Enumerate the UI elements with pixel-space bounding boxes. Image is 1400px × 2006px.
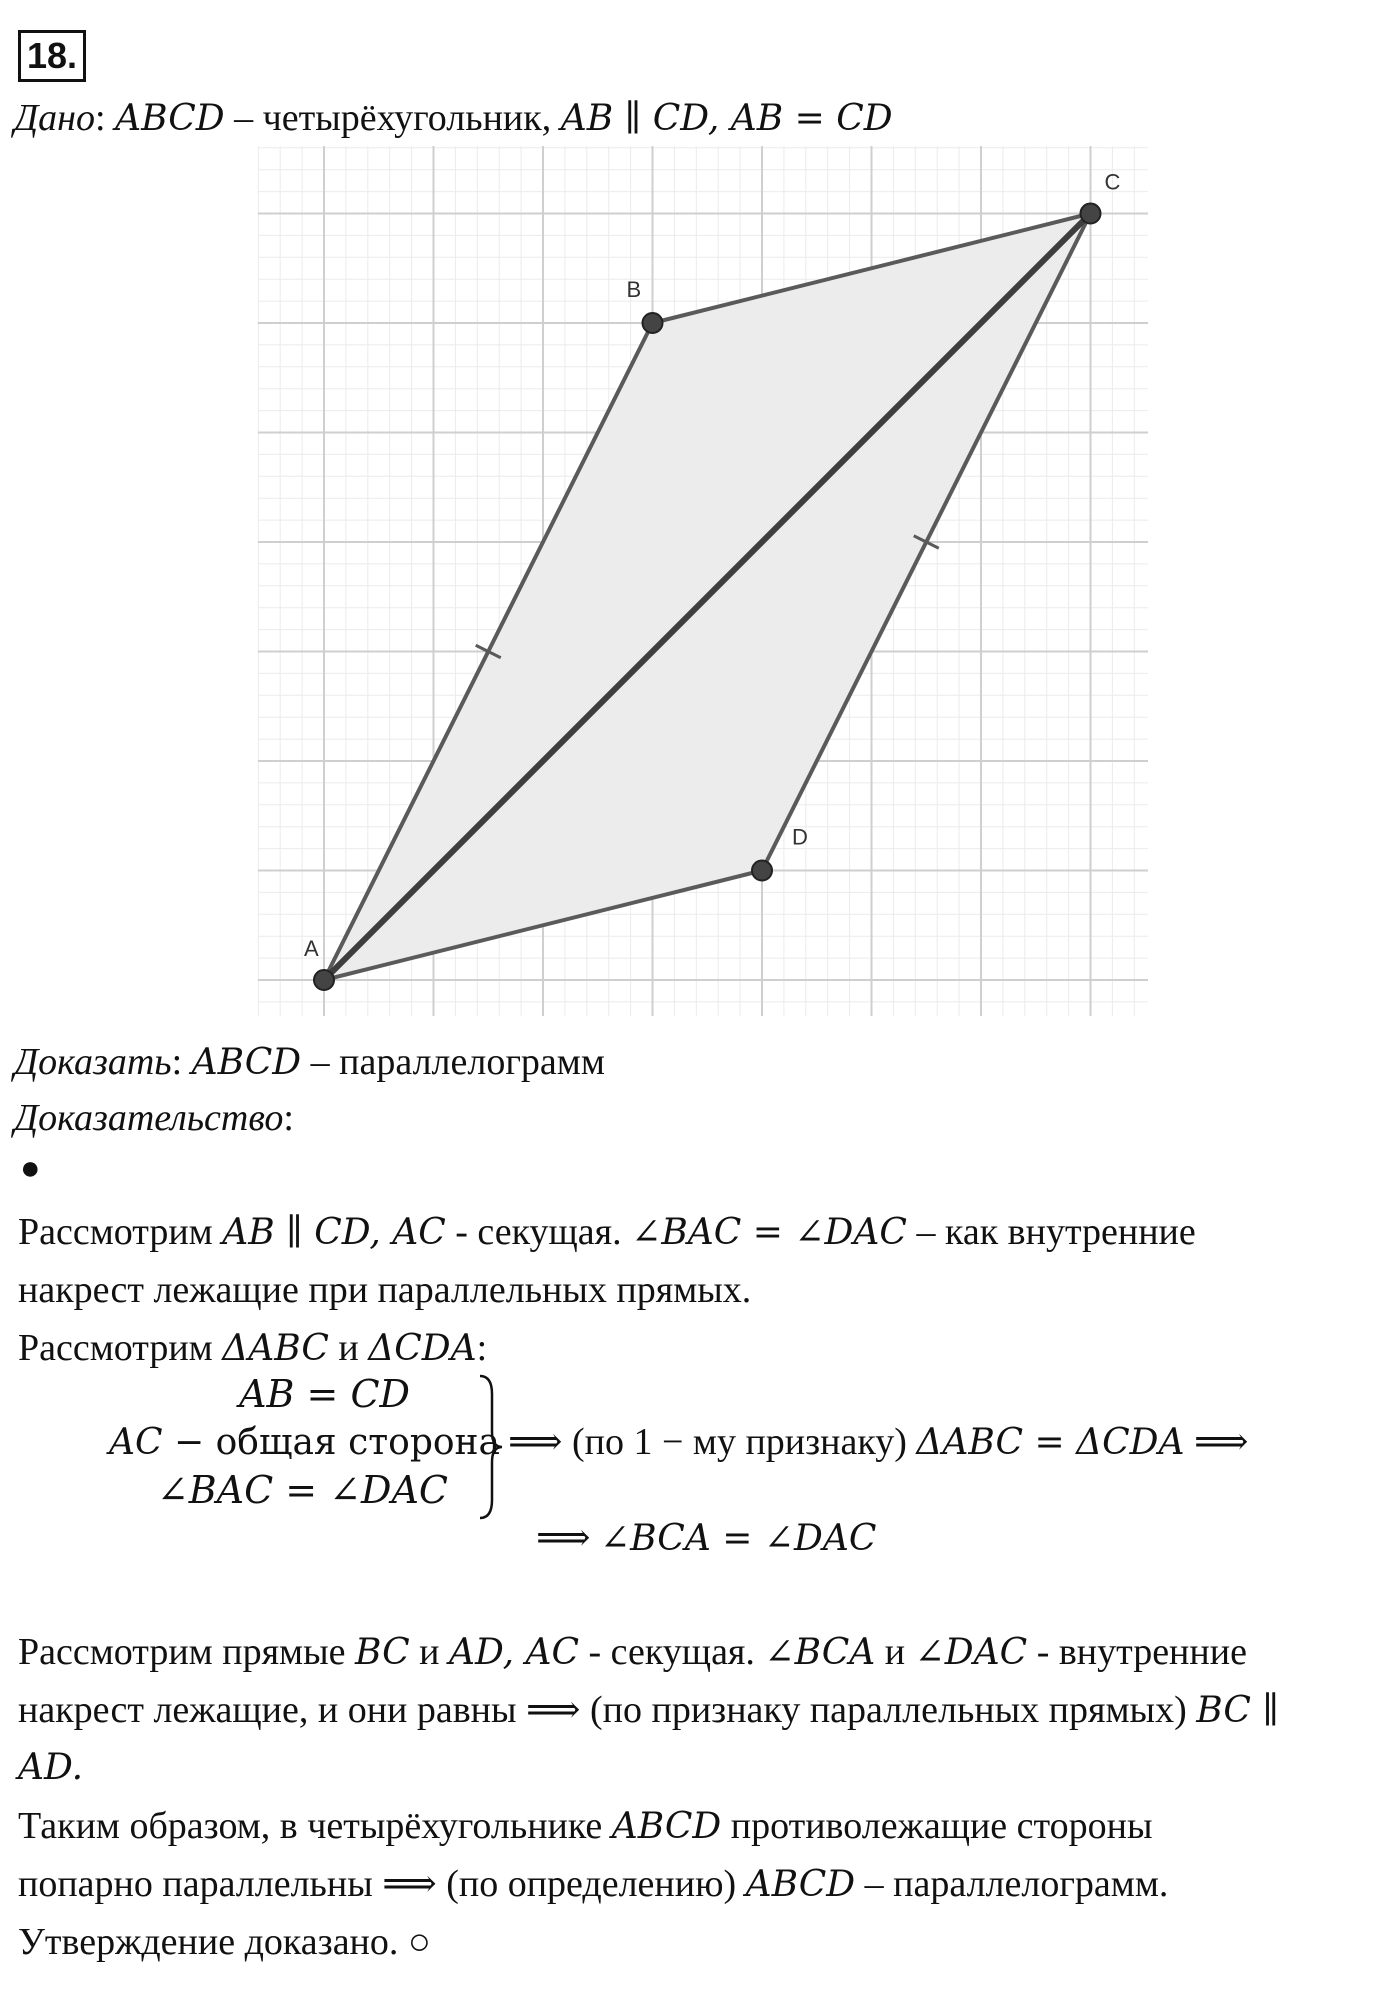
para3-line1: Рассмотрим прямые BC и AD, AC - секущая. ∠BCA и ∠DAC - внутренние bbox=[18, 1631, 1247, 1673]
point-C bbox=[1081, 204, 1101, 224]
brace-line-3: ∠BAC = ∠DAC bbox=[156, 1468, 448, 1512]
figure-svg bbox=[248, 146, 1158, 1026]
brace-line-2 bbox=[109, 1418, 500, 1467]
brace-line-1: AB = CD bbox=[239, 1372, 410, 1416]
point-A bbox=[314, 970, 334, 990]
point-label-A: A bbox=[304, 936, 319, 961]
para3-line3: AD. bbox=[18, 1747, 84, 1788]
para1-line1: Рассмотрим AB ∥ CD, AC - секущая. ∠BAC = ∠DAC – как внутренние bbox=[18, 1211, 1196, 1253]
proof-heading: Доказательство: bbox=[14, 1097, 294, 1139]
given-line: Дано: ABCD – четырёхугольник, AB ∥ CD, AB = CD bbox=[14, 97, 893, 139]
problem-number: 18. bbox=[18, 30, 86, 82]
point-B bbox=[643, 313, 663, 333]
para2-result2: ⟹ ∠BCA = ∠DAC bbox=[536, 1517, 877, 1559]
para2-result: ⟹ (по 1 − му признаку) ΔABC = ΔCDA ⟹ bbox=[508, 1421, 1249, 1463]
point-D bbox=[752, 861, 772, 881]
bullet: ● bbox=[20, 1150, 41, 1187]
point-label-B: B bbox=[626, 277, 642, 302]
parallelogram-figure bbox=[248, 146, 1158, 1026]
prove-label: Доказать bbox=[14, 1041, 172, 1083]
para4-line2: попарно параллельны ⟹ (по определению) ABCD – параллелограмм. bbox=[18, 1863, 1169, 1905]
proof-label: Доказательство bbox=[14, 1097, 284, 1139]
point-label-C: C bbox=[1104, 169, 1121, 195]
para4-line3: Утверждение доказано. ○ bbox=[18, 1921, 431, 1963]
prove-line: Доказать: ABCD – параллелограмм bbox=[14, 1041, 605, 1083]
para4-line1: Таким образом, в четырёхугольнике ABCD противолежащие стороны bbox=[18, 1805, 1153, 1847]
given-label: Дано bbox=[14, 97, 96, 139]
point-label-D: D bbox=[792, 824, 808, 850]
para1-line2: накрест лежащие при параллельных прямых. bbox=[18, 1269, 752, 1311]
curly-brace bbox=[476, 1372, 506, 1522]
brace-line-2-text: AC − общая сторона bbox=[109, 1422, 500, 1463]
para2-intro: Рассмотрим ΔABC и ΔCDA: bbox=[18, 1327, 488, 1369]
para3-line2: накрест лежащие, и они равны ⟹ (по признаку параллельных прямых) BC ∥ bbox=[18, 1689, 1279, 1731]
